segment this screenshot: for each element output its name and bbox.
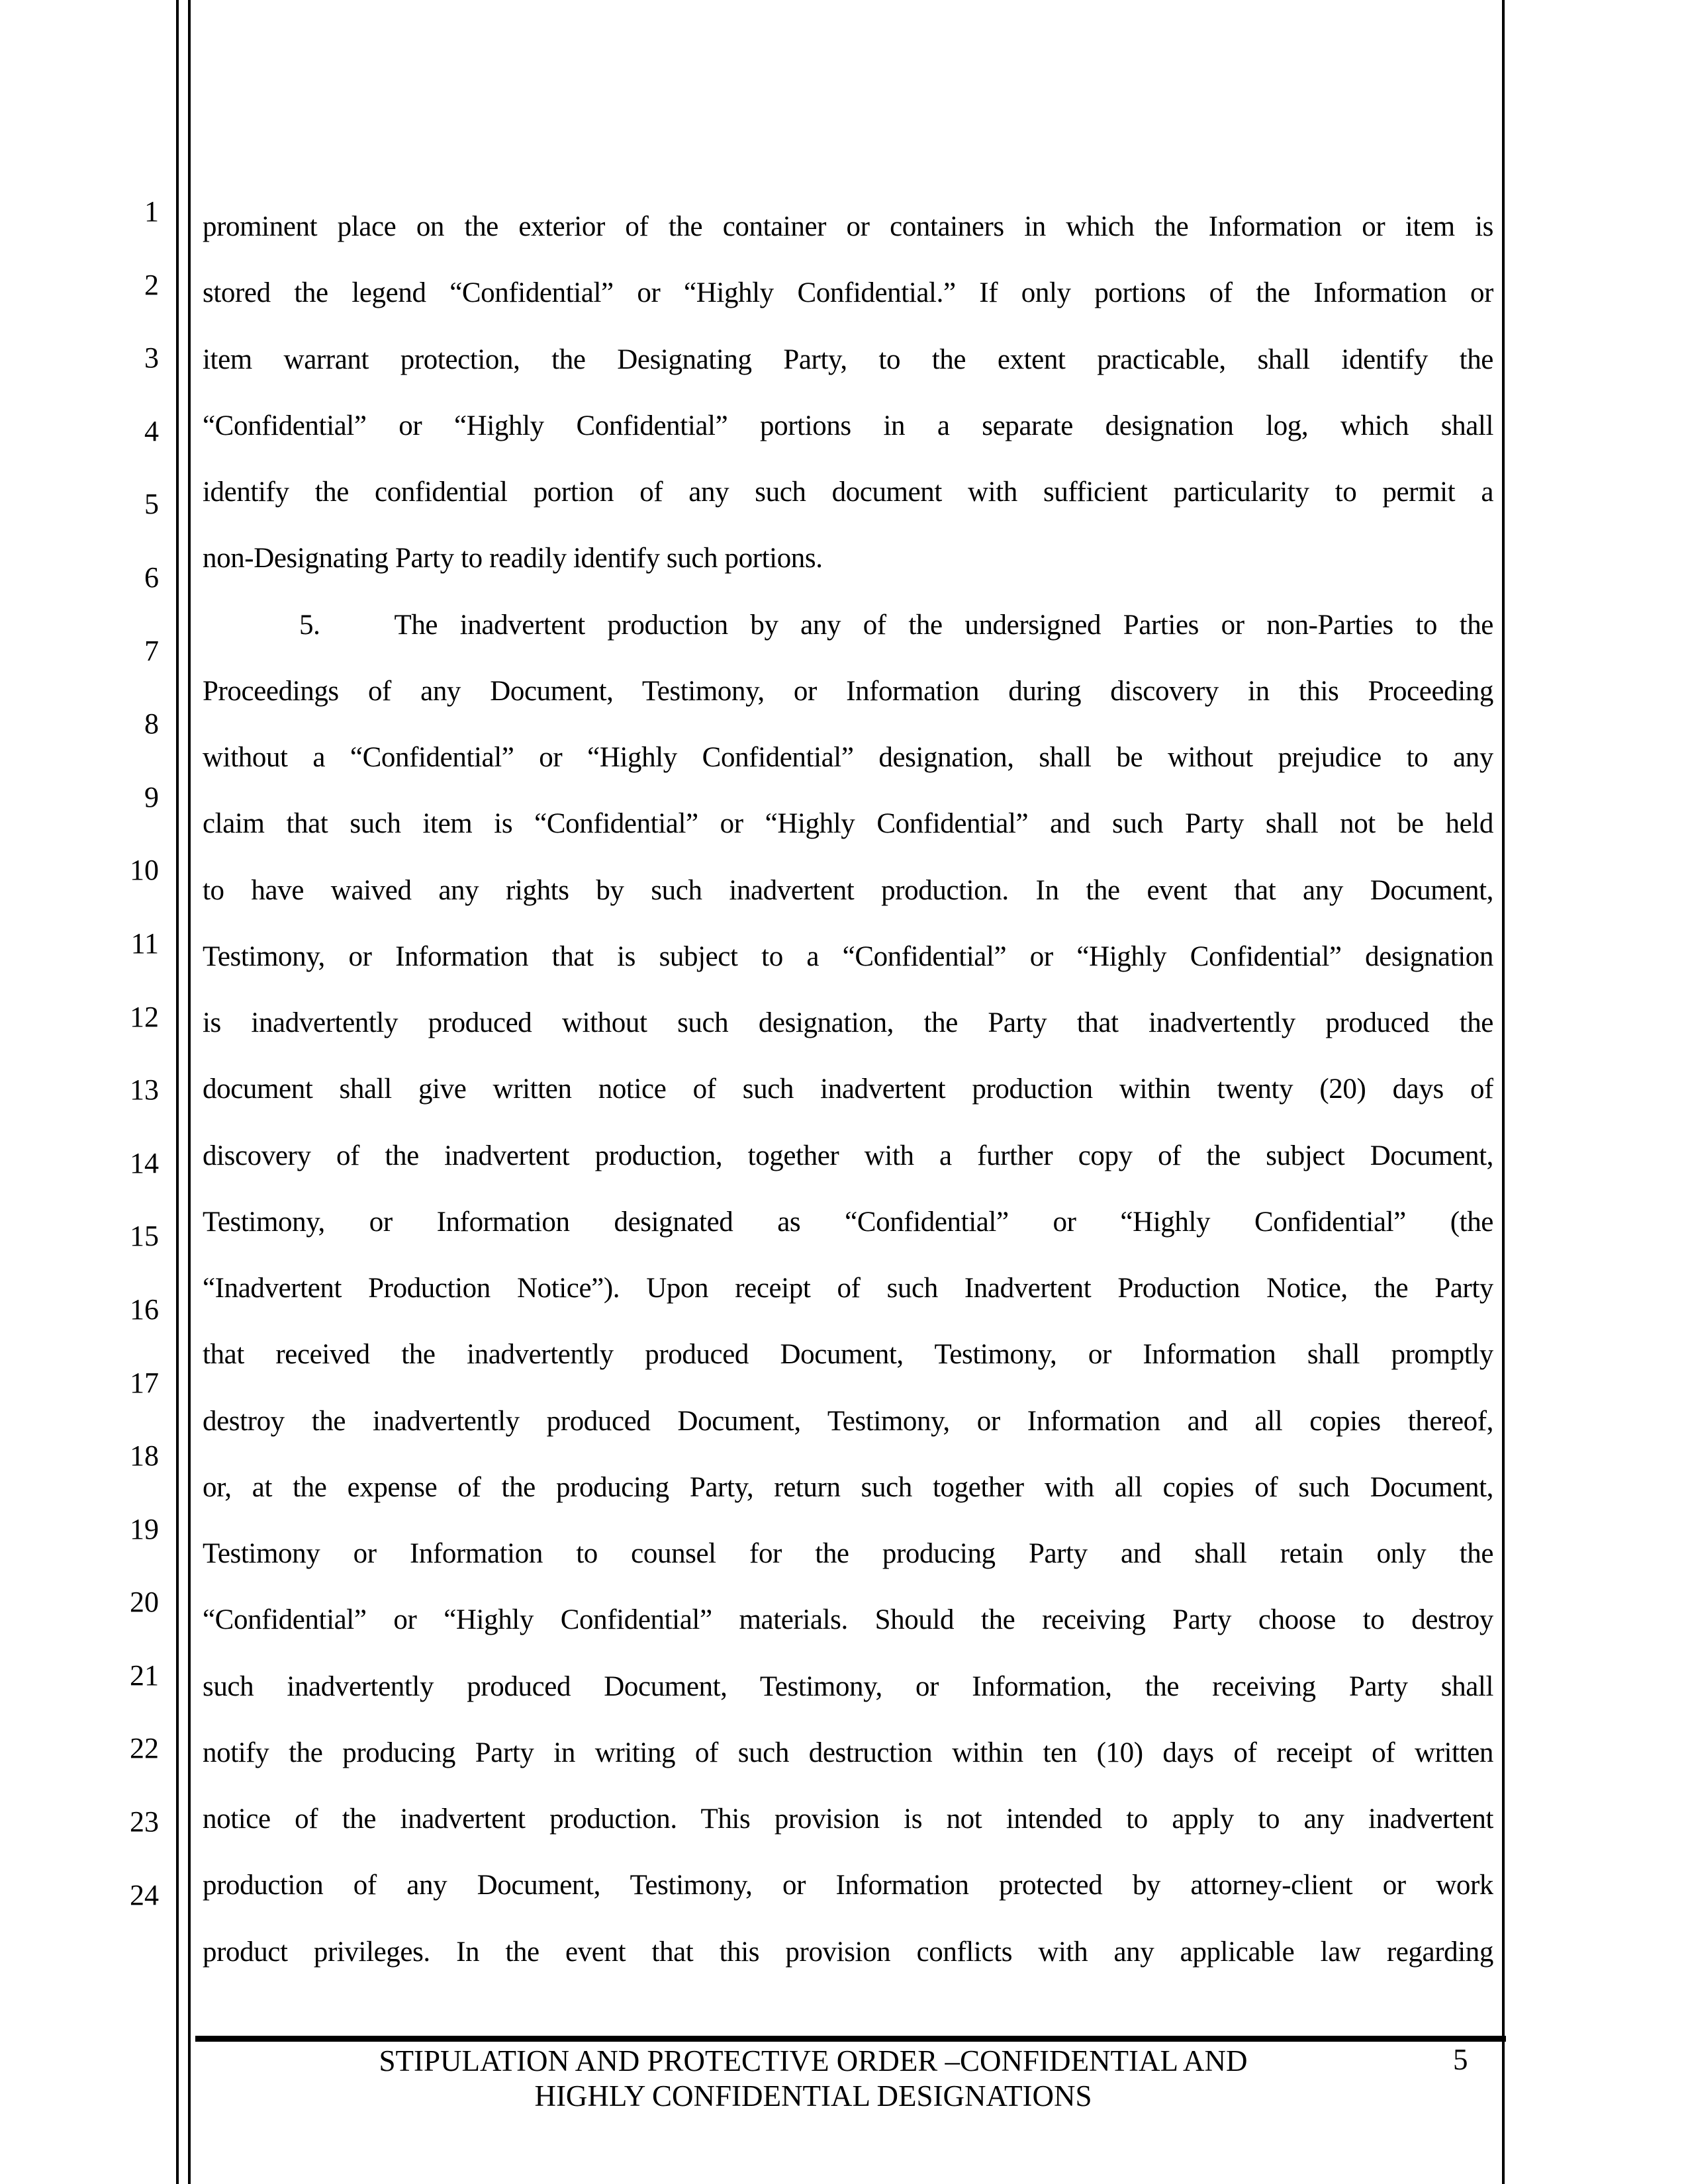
text-line: Testimony or Information to counsel for the producing Party and shall retain only the: [203, 1538, 1493, 1569]
right-margin-rule: [1502, 0, 1505, 2184]
text-line: without a “Confidential” or “Highly Confidential” designation, shall be without prejudice to any: [203, 742, 1493, 773]
text-line: non-Designating Party to readily identify such portions.: [203, 543, 823, 574]
line-number: 10: [130, 854, 159, 887]
text-line: that received the inadvertently produced Document, Testimony, or Information shall promptly: [203, 1339, 1493, 1371]
line-number: 6: [144, 561, 159, 594]
text-line: Proceedings of any Document, Testimony, or Information during discovery in this Proceeding: [203, 675, 1493, 707]
footer-title: [203, 2044, 1424, 2114]
text-line: “Inadvertent Production Notice”). Upon receipt of such Inadvertent Production Notice, the Party: [203, 1273, 1493, 1304]
line-number-column: [73, 175, 159, 1932]
text-line: item warrant protection, the Designating Party, to the extent practicable, shall identify the: [203, 343, 1493, 375]
text-line: notice of the inadvertent production. This provision is not intended to apply to any inadvertent: [203, 1803, 1493, 1835]
line-number: 3: [144, 341, 159, 375]
text-line: is inadvertently produced without such designation, the Party that inadvertently produced the: [203, 1007, 1493, 1038]
footer-title-line1: STIPULATION AND PROTECTIVE ORDER –CONFIDENTIAL AND: [379, 2044, 1248, 2077]
text-line: Testimony, or Information designated as “Confidential” or “Highly Confidential” (the: [203, 1206, 1493, 1238]
text-line: product privileges. In the event that this provision conflicts with any applicable law regarding: [203, 1936, 1493, 1968]
line-number: 18: [130, 1439, 159, 1473]
text-line: such inadvertently produced Document, Testimony, or Information, the receiving Party shall: [203, 1670, 1493, 1702]
text-line: document shall give written notice of such inadvertent production within twenty (20) days of: [203, 1073, 1493, 1105]
line-number: 14: [130, 1146, 159, 1179]
line-number: 22: [130, 1732, 159, 1765]
left-margin-rule-outer: [176, 0, 179, 2184]
line-number: 8: [144, 707, 159, 741]
text-line: or, at the expense of the producing Party, return such together with all copies of such Document,: [203, 1471, 1493, 1503]
text-line: to have waived any rights by such inadvertent production. In the event that any Document,: [203, 874, 1493, 906]
text-line: “Confidential” or “Highly Confidential” materials. Should the receiving Party choose to destroy: [203, 1604, 1493, 1636]
line-number: 20: [130, 1586, 159, 1619]
left-margin-rule-inner: [188, 0, 191, 2184]
line-number: 16: [130, 1293, 159, 1326]
text-line: production of any Document, Testimony, or Information protected by attorney-client or work: [203, 1870, 1493, 1901]
line-number: 9: [144, 780, 159, 813]
page-number: 5: [1453, 2043, 1468, 2076]
footer-title-line2: HIGHLY CONFIDENTIAL DESIGNATIONS: [534, 2079, 1092, 2113]
text-line: Testimony, or Information that is subject to a “Confidential” or “Highly Confidential” designation: [203, 940, 1493, 972]
body-text: [203, 194, 1493, 1985]
line-number: 19: [130, 1512, 159, 1545]
line-number: 5: [144, 488, 159, 521]
text-line: discovery of the inadvertent production, together with a further copy of the subject Document,: [203, 1140, 1493, 1171]
line-number: 13: [130, 1073, 159, 1107]
text-line: [203, 592, 1493, 659]
line-number: 4: [144, 414, 159, 447]
text-line: identify the confidential portion of any such document with sufficient particularity to permit a: [203, 477, 1493, 508]
text-line: “Confidential” or “Highly Confidential” portions in a separate designation log, which shall: [203, 410, 1493, 441]
line-number: 7: [144, 634, 159, 667]
line-number: 11: [130, 927, 159, 960]
text-line-content: The inadvertent production by any of the undersigned Parties or non-Parties to the: [394, 609, 1493, 641]
text-line: stored the legend “Confidential” or “Highly Confidential.” If only portions of the Information or: [203, 277, 1493, 309]
footer-divider-rule: [195, 2036, 1506, 2042]
text-line: prominent place on the exterior of the container or containers in which the Information or item is: [203, 211, 1493, 242]
section-number: 5.: [299, 609, 320, 641]
line-number: 2: [144, 268, 159, 301]
line-number: 24: [130, 1878, 159, 1911]
line-number: 21: [130, 1659, 159, 1692]
text-line: destroy the inadvertently produced Document, Testimony, or Information and all copies thereof,: [203, 1405, 1493, 1437]
line-number: 17: [130, 1366, 159, 1399]
line-number: 23: [130, 1805, 159, 1839]
text-line: claim that such item is “Confidential” or “Highly Confidential” and such Party shall not be held: [203, 808, 1493, 840]
line-number: 1: [144, 195, 159, 228]
line-number: 12: [130, 1000, 159, 1033]
line-number: 15: [130, 1220, 159, 1253]
text-line: notify the producing Party in writing of such destruction within ten (10) days of receipt of written: [203, 1737, 1493, 1768]
